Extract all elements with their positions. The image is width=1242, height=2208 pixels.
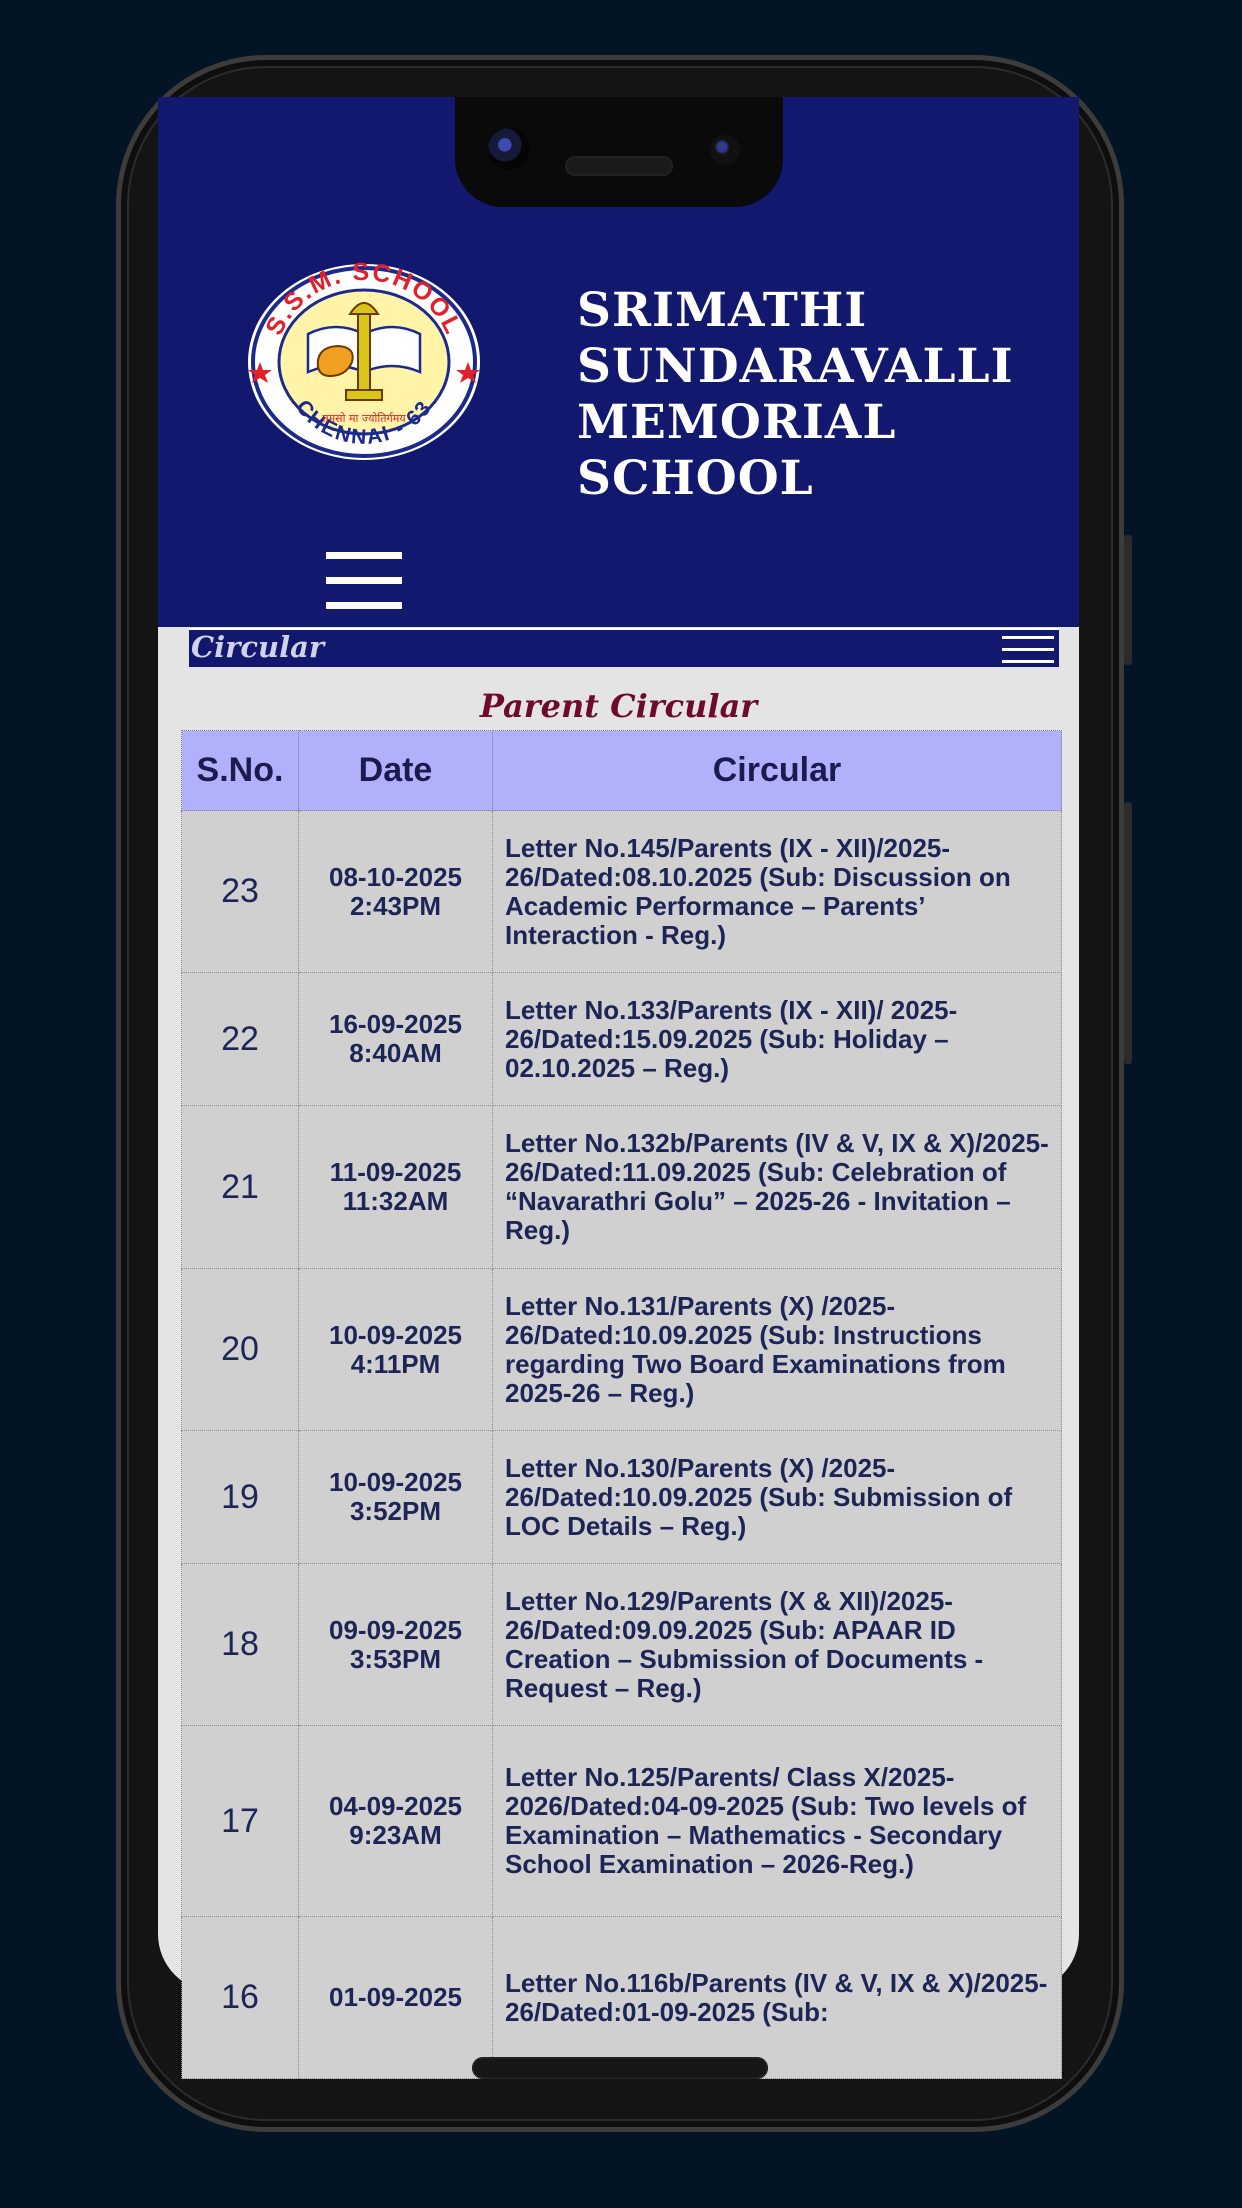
school-name-line: SRIMATHI — [577, 283, 868, 338]
row-sno: 21 — [182, 1106, 299, 1269]
date-text: 09-09-2025 — [329, 1614, 462, 1645]
table-row[interactable] — [182, 811, 1062, 973]
row-sno: 23 — [182, 811, 299, 973]
row-date — [299, 1917, 493, 2079]
main-menu-button[interactable] — [326, 552, 402, 609]
school-logo-icon — [246, 262, 482, 462]
section-menu-button[interactable] — [1002, 634, 1054, 666]
front-camera-icon — [488, 128, 530, 170]
row-sno: 19 — [182, 1431, 299, 1564]
column-header-circular: Circular — [493, 731, 1062, 811]
row-sno: 22 — [182, 973, 299, 1106]
row-date — [299, 1726, 493, 1917]
time-text: 2:43PM — [349, 890, 442, 921]
circular-link[interactable]: Letter No.130/Parents (X) /2025-26/Dated:10.09.2025 (Sub: Submission of LOC Details – Reg.) — [493, 1431, 1062, 1564]
circular-link[interactable]: Letter No.129/Parents (X & XII)/2025-26/Dated:09.09.2025 (Sub: APAAR ID Creation – Submission of Documents - Request – Reg.) — [493, 1564, 1062, 1726]
bottom-speaker — [472, 2057, 768, 2079]
school-name-line: SCHOOL — [577, 451, 814, 506]
circular-link[interactable]: Letter No.132b/Parents (IV & V, IX & X)/2025-26/Dated:11.09.2025 (Sub: Celebration of “Navarathri Golu” – 2025-26 - Invitation – Reg.) — [493, 1106, 1062, 1269]
row-date — [299, 1564, 493, 1726]
table-row[interactable] — [182, 1431, 1062, 1564]
school-name — [577, 283, 1057, 507]
table-row[interactable] — [182, 1564, 1062, 1726]
row-sno: 17 — [182, 1726, 299, 1917]
date-text: 04-09-2025 — [329, 1791, 462, 1821]
svg-text:S.S.M. SCHOOL: S.S.M. SCHOOL — [260, 262, 468, 340]
table-row[interactable] — [182, 1269, 1062, 1431]
time-text: 4:11PM — [350, 1348, 441, 1379]
earpiece-speaker — [565, 156, 673, 176]
power-button — [1124, 535, 1132, 665]
row-date — [299, 1106, 493, 1269]
row-sno: 16 — [182, 1917, 299, 2079]
svg-text:तमसो मा ज्योतिर्गमय: तमसो मा ज्योतिर्गमय — [322, 412, 406, 425]
circular-link[interactable]: Letter No.145/Parents (IX - XII)/2025-26/Dated:08.10.2025 (Sub: Discussion on Academic Performance – Parents’ Interaction - Reg.) — [493, 811, 1062, 973]
time-text: 3:53PM — [349, 1643, 442, 1674]
date-text: 01-09-2025 — [329, 1982, 462, 2012]
volume-button — [1124, 802, 1132, 1064]
time-text: 8:40AM — [349, 1038, 442, 1068]
school-name-line: MEMORIAL — [577, 395, 897, 450]
date-text: 10-09-2025 — [329, 1467, 462, 1497]
table-row[interactable] — [182, 1917, 1062, 2079]
circular-link[interactable]: Letter No.125/Parents/ Class X/2025-2026/Dated:04-09-2025 (Sub: Two levels of Examination – Mathematics - Secondary School Examination – 2026-Reg.) — [493, 1726, 1062, 1917]
circular-table — [181, 730, 1062, 2079]
school-name-line: SUNDARAVALLI — [577, 339, 1014, 394]
date-text: 16-09-2025 — [329, 1009, 462, 1039]
row-date — [299, 1269, 493, 1431]
date-text: 10-09-2025 — [329, 1319, 462, 1350]
table-row[interactable] — [182, 1726, 1062, 1917]
table-header-row — [182, 731, 1062, 811]
section-label: Circular — [191, 630, 325, 664]
column-header-date: Date — [299, 731, 493, 811]
time-text: 11:32AM — [342, 1186, 449, 1216]
row-sno: 18 — [182, 1564, 299, 1726]
screen — [158, 97, 1079, 2027]
svg-text:CHENNAI - 63: CHENNAI - 63 — [291, 395, 437, 450]
time-text: 3:52PM — [349, 1496, 442, 1526]
row-date — [299, 1431, 493, 1564]
time-text: 9:23AM — [349, 1820, 442, 1850]
circular-link[interactable]: Letter No.116b/Parents (IV & V, IX & X)/2025-26/Dated:01-09-2025 (Sub: — [493, 1917, 1062, 2079]
section-bar — [189, 628, 1059, 667]
row-sno: 20 — [182, 1269, 299, 1431]
row-date — [299, 811, 493, 973]
sensor-icon — [710, 135, 740, 165]
table-row[interactable] — [182, 1106, 1062, 1269]
date-text: 08-10-2025 — [329, 861, 462, 892]
row-date — [299, 973, 493, 1106]
circular-link[interactable]: Letter No.133/Parents (IX - XII)/ 2025-26/Dated:15.09.2025 (Sub: Holiday – 02.10.2025 – Reg.) — [493, 973, 1062, 1106]
page-title: Parent Circular — [479, 687, 758, 725]
circular-link[interactable]: Letter No.131/Parents (X) /2025-26/Dated:10.09.2025 (Sub: Instructions regarding Two Board Examinations from 2025-26 – Reg.) — [493, 1269, 1062, 1431]
column-header-sno: S.No. — [182, 731, 299, 811]
date-text: 11-09-2025 — [329, 1157, 462, 1187]
table-row[interactable] — [182, 973, 1062, 1106]
